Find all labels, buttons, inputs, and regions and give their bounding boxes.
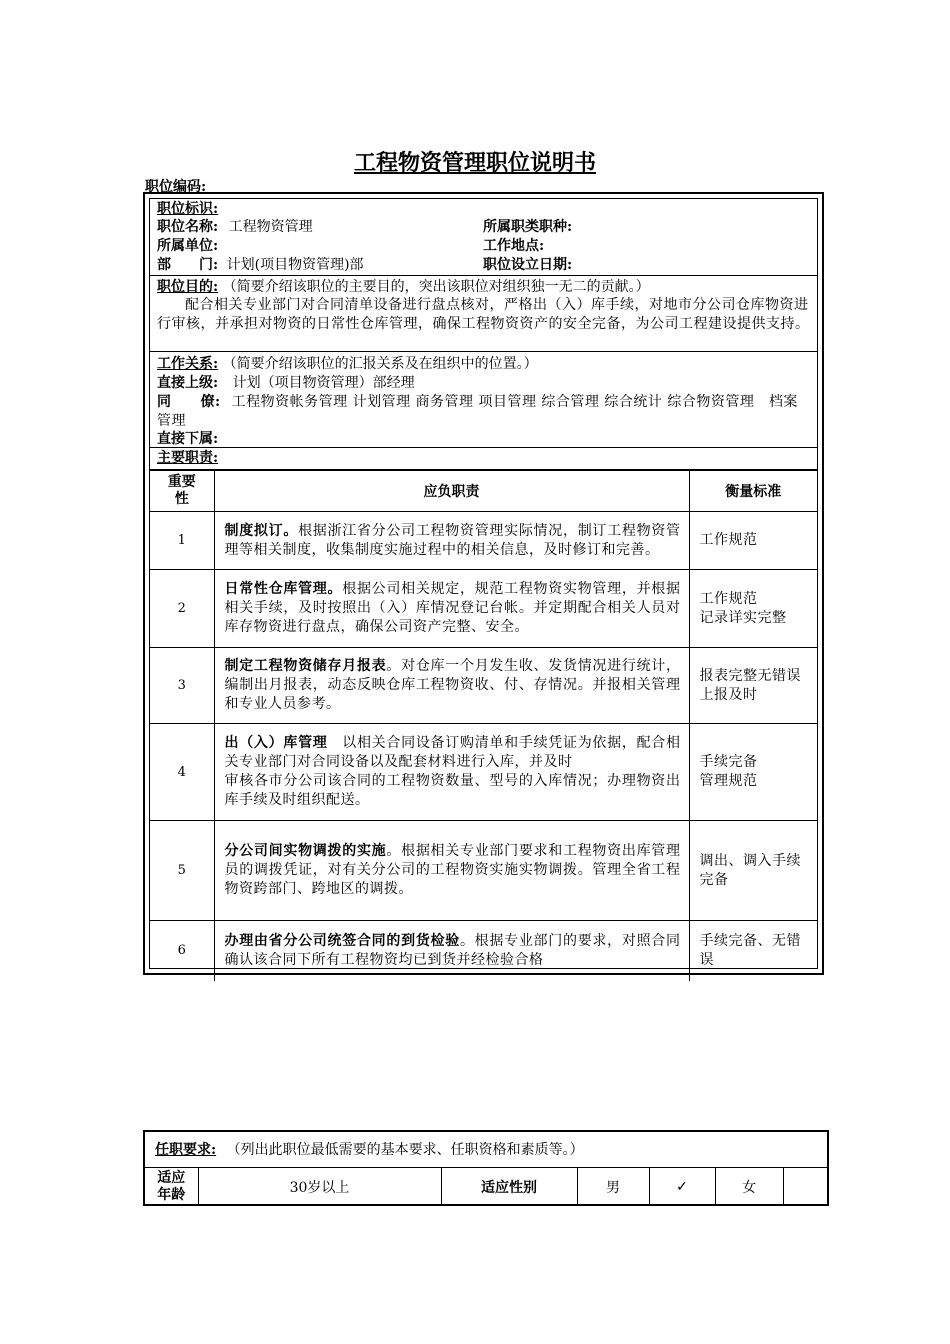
requirements-label: 任职要求: xyxy=(155,1142,217,1158)
duty-row xyxy=(150,512,817,570)
duty-row xyxy=(150,648,817,724)
department-row: 部 门: 计划(项目物资管理)部 xyxy=(157,257,364,273)
document-title: 工程物资管理职位说明书 xyxy=(353,150,596,176)
location-label: 工作地点: xyxy=(483,238,545,254)
duty-text: 出（入）库管理 以相关合同设备订购清单和手续凭证为依据，配合相关专业部门对合同设备以及配套材料进行入库，并及时 审核各市分公司该合同的工程物资数量、型号的入库情况；办理物资出库手续及时组织配送。 xyxy=(214,724,689,821)
duties-header-row xyxy=(150,471,817,512)
duty-row xyxy=(150,821,817,921)
duty-number: 1 xyxy=(150,512,214,570)
requirements-header-row xyxy=(145,1132,827,1168)
duty-text: 制度拟订。根据浙江省分公司工程物资管理实际情况，制订工程物资管理等相关制度，收集制度实施过程中的相关信息，及时修订和完善。 xyxy=(214,512,689,570)
duty-standard: 工作规范 xyxy=(689,512,817,570)
position-name-row: 职位名称: 工程物资管理 xyxy=(157,219,313,235)
duty-header: 应负职责 xyxy=(214,471,689,512)
relations-label: 工作关系: xyxy=(157,356,219,372)
purpose-label: 职位目的: xyxy=(157,279,219,295)
department-value: 计划(项目物资管理)部 xyxy=(226,257,364,273)
superior-value: 计划（项目物资管理）部经理 xyxy=(232,375,415,391)
duty-text: 制定工程物资储存月报表。对仓库一个月发生收、发货情况进行统计，编制出月报表，动态反映仓库工程物资收、付、存情况。并报相关管理和专业人员参考。 xyxy=(214,648,689,724)
duty-number: 2 xyxy=(150,570,214,648)
duty-standard: 手续完备 管理规范 xyxy=(689,724,817,821)
age-value: 30岁以上 xyxy=(198,1167,441,1206)
purpose-section xyxy=(150,276,817,352)
peer-label: 同 僚: xyxy=(157,394,221,410)
relations-section xyxy=(150,352,817,448)
duty-number: 6 xyxy=(150,921,214,981)
position-code-label: 职位编码: xyxy=(145,179,207,195)
subordinate-label: 直接下属: xyxy=(157,431,219,447)
duties-section xyxy=(150,448,817,470)
gender-label: 适应性别 xyxy=(441,1167,577,1206)
identity-section xyxy=(150,199,817,276)
duties-table xyxy=(150,470,817,981)
duty-number: 3 xyxy=(150,648,214,724)
superior-label: 直接上级: xyxy=(157,375,219,391)
establish-date-label: 职位设立日期: xyxy=(483,257,573,273)
position-name-value: 工程物资管理 xyxy=(228,219,313,235)
female-check-cell xyxy=(783,1167,827,1206)
duty-standard: 工作规范 记录详实完整 xyxy=(689,570,817,648)
requirements-row xyxy=(145,1167,827,1206)
purpose-hint: （简要介绍该职位的主要目的，突出该职位对组织独一无二的贡献。） xyxy=(222,279,650,295)
requirements-table xyxy=(143,1130,829,1206)
gender-male: 男 xyxy=(577,1167,649,1206)
duty-text: 日常性仓库管理。根据公司相关规定，规范工程物资实物管理，并根据相关手续，及时按照出（入）库情况登记台帐。并定期配合相关人员对库存物资进行盘点，确保公司资产完整、安全。 xyxy=(214,570,689,648)
age-label: 适应 年龄 xyxy=(145,1167,198,1206)
duty-number: 5 xyxy=(150,821,214,921)
gender-female: 女 xyxy=(715,1167,783,1206)
identity-label: 职位标识: xyxy=(157,201,219,217)
duty-standard: 手续完备、无错误 xyxy=(689,921,817,981)
importance-header: 重要性 xyxy=(150,471,214,512)
male-check-icon: ✓ xyxy=(649,1167,715,1206)
job-description-table xyxy=(143,192,824,975)
duties-label: 主要职责: xyxy=(157,450,219,466)
standard-header: 衡量标准 xyxy=(689,471,817,512)
purpose-text: 配合相关专业部门对合同清单设备进行盘点核对，严格出（入）库手续，对地市分公司仓库物资进行审核，并承担对物资的日常性仓库管理，确保工程物资资产的安全完备，为公司工程建设提供支持。 xyxy=(157,297,810,332)
duty-row xyxy=(150,570,817,648)
peer-value: 工程物资帐务管理 计划管理 商务管理 项目管理 综合管理 综合统计 综合物资管理 档案管理 xyxy=(157,394,798,429)
relations-hint: （简要介绍该职位的汇报关系及在组织中的位置。） xyxy=(222,356,538,372)
duty-number: 4 xyxy=(150,724,214,821)
duty-row xyxy=(150,921,817,981)
category-label: 所属职类职种: xyxy=(483,219,573,235)
duty-text: 分公司间实物调拨的实施。根据相关专业部门要求和工程物资出库管理员的调拨凭证，对有关分公司的工程物资实施实物调拨。管理全省工程物资跨部门、跨地区的调拨。 xyxy=(214,821,689,921)
unit-label: 所属单位: xyxy=(157,238,219,254)
duty-text: 办理由省分公司统签合同的到货检验。根据专业部门的要求，对照合同确认该合同下所有工程物资均已到货并经检验合格 xyxy=(214,921,689,981)
duty-standard: 调出、调入手续完备 xyxy=(689,821,817,921)
duty-row xyxy=(150,724,817,821)
requirements-hint: （列出此职位最低需要的基本要求、任职资格和素质等。） xyxy=(226,1142,584,1158)
duty-standard: 报表完整无错误 上报及时 xyxy=(689,648,817,724)
